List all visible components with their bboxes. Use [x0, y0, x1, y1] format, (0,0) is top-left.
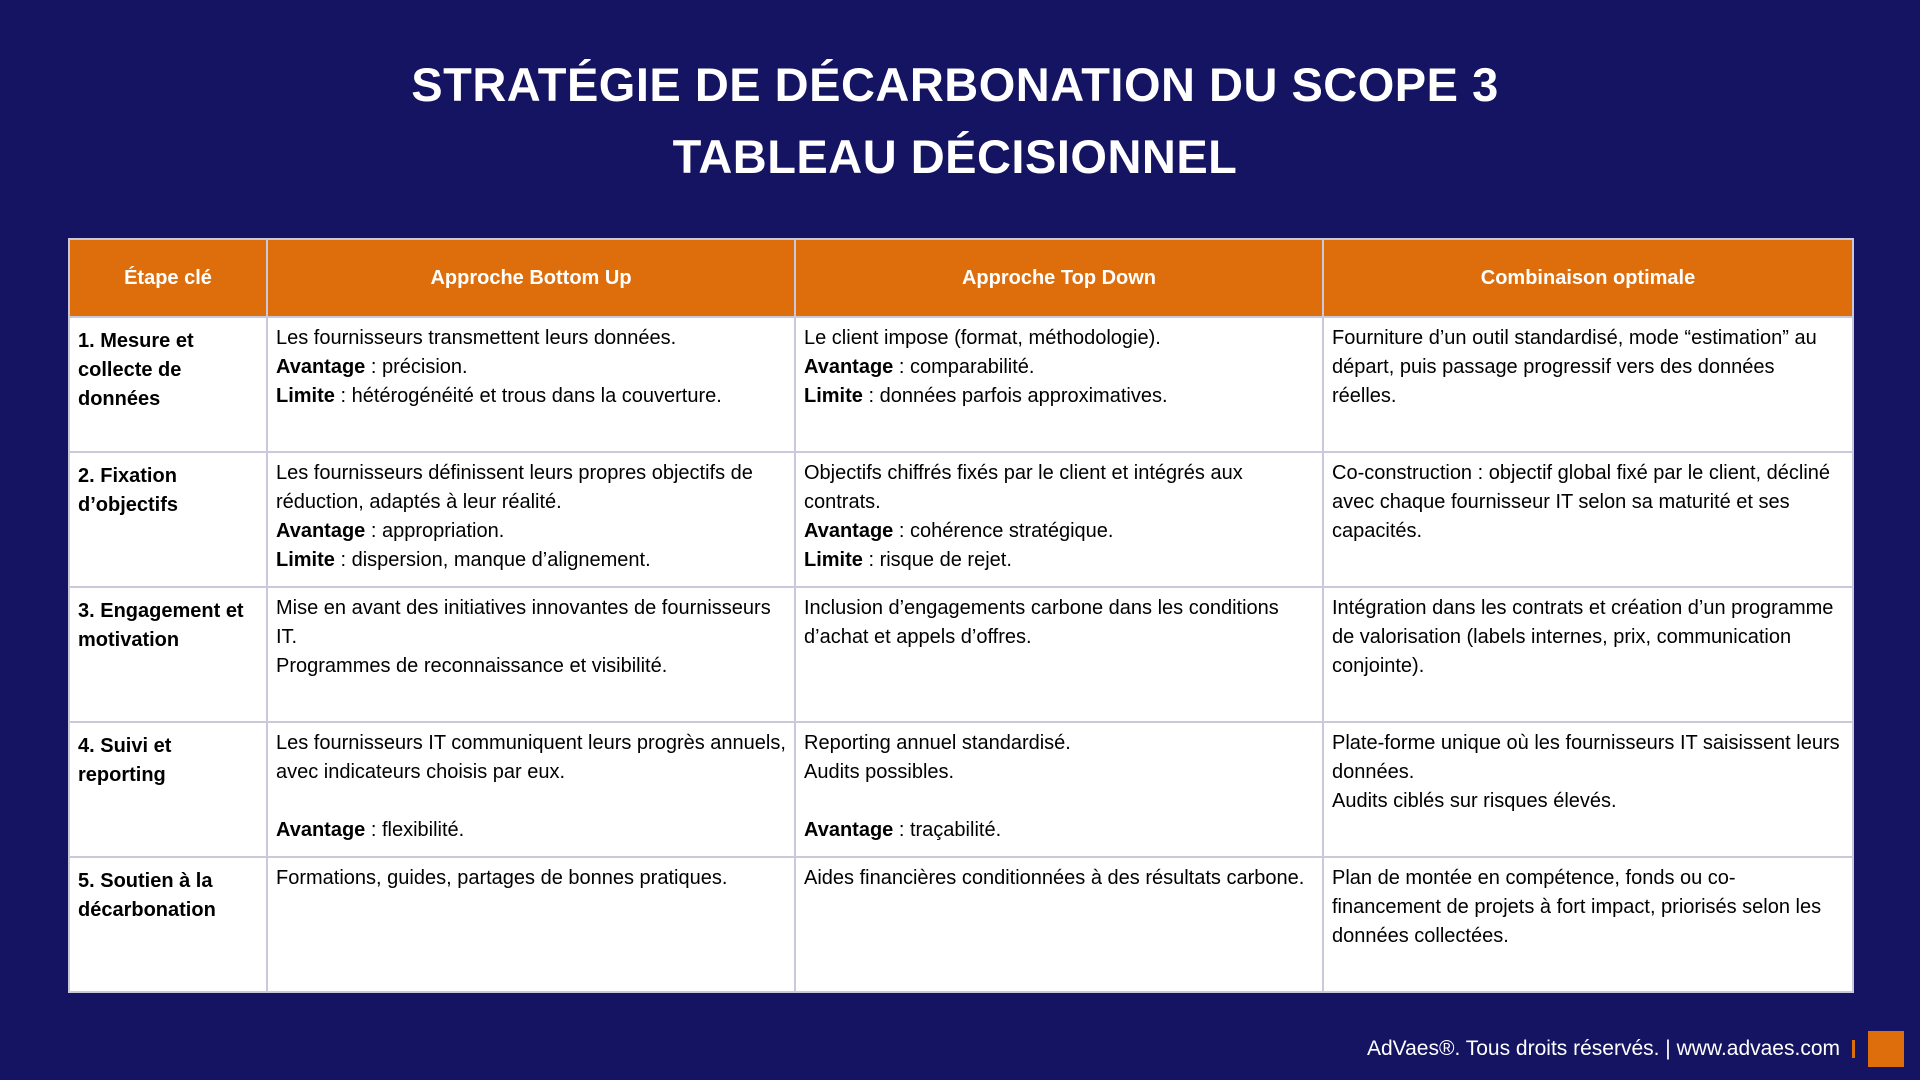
cell-combinaison	[1323, 317, 1853, 452]
cell-line-text: : flexibilité.	[365, 819, 465, 841]
cell-line	[804, 816, 1314, 845]
page-subtitle: TABLEAU DÉCISIONNEL	[672, 130, 1238, 183]
cell-line-text: Mise en avant des initiatives innovantes de fournisseurs IT.	[276, 597, 771, 648]
header-top-down: Approche Top Down	[795, 239, 1323, 317]
cell-line-text: Objectifs chiffrés fixés par le client et intégrés aux contrats.	[804, 462, 1243, 513]
page-title: STRATÉGIE DE DÉCARBONATION DU SCOPE 3	[411, 58, 1499, 111]
cell-line	[276, 729, 786, 787]
cell-line-text: Reporting annuel standardisé.	[804, 732, 1071, 754]
header-bottom-up: Approche Bottom Up	[267, 239, 795, 317]
cell-line	[804, 729, 1314, 758]
cell-etape: 3. Engagement et motivation	[69, 587, 267, 722]
cell-line	[804, 758, 1314, 787]
brand-square-icon	[1868, 1031, 1904, 1067]
cell-line-text: Fourniture d’un outil standardisé, mode “estimation” au départ, puis passage progressif vers des données réelles.	[1332, 327, 1817, 407]
cell-line	[276, 864, 786, 893]
table-row	[69, 722, 1853, 857]
table-header-row	[69, 239, 1853, 317]
table-row	[69, 317, 1853, 452]
cell-line	[276, 816, 786, 845]
cell-line-text: : données parfois approximatives.	[862, 385, 1168, 407]
cell-line-text: : comparabilité.	[893, 356, 1035, 378]
cell-line-text: Les fournisseurs IT communiquent leurs progrès annuels, avec indicateurs choisis par eux.	[276, 732, 786, 783]
cell-line-text: Audits possibles.	[804, 761, 955, 783]
cell-line-text: : précision.	[365, 356, 468, 378]
cell-line-text: Les fournisseurs définissent leurs propres objectifs de réduction, adaptés à leur réalité.	[276, 462, 753, 513]
cell-line-text: Le client impose (format, méthodologie).	[804, 327, 1161, 349]
cell-line	[804, 864, 1314, 893]
cell-line-label: Avantage	[804, 520, 894, 542]
cell-combinaison	[1323, 857, 1853, 992]
cell-line	[804, 324, 1314, 353]
header-combinaison: Combinaison optimale	[1323, 239, 1853, 317]
cell-top-down	[795, 857, 1323, 992]
cell-line-text: Inclusion d’engagements carbone dans les conditions d’achat et appels d’offres.	[804, 597, 1279, 648]
footer-divider	[1852, 1040, 1855, 1058]
cell-line-text: Co-construction : objectif global fixé par le client, décliné avec chaque fournisseur IT selon sa maturité et ses capacités.	[1332, 462, 1831, 542]
cell-line	[804, 353, 1314, 382]
cell-line-text: Plan de montée en compétence, fonds ou co-financement de projets à fort impact, priorisés selon les données collectées.	[1332, 867, 1822, 947]
cell-bottom-up	[267, 452, 795, 587]
cell-bottom-up	[267, 317, 795, 452]
cell-etape: 4. Suivi et reporting	[69, 722, 267, 857]
cell-line	[1332, 787, 1844, 816]
cell-line-label: Limite	[276, 549, 335, 571]
cell-line-label: Limite	[804, 549, 863, 571]
cell-line-label: Limite	[276, 385, 335, 407]
cell-top-down	[795, 317, 1323, 452]
cell-line-label: Avantage	[276, 819, 366, 841]
cell-bottom-up	[267, 722, 795, 857]
cell-etape: 2. Fixation d’objectifs	[69, 452, 267, 587]
cell-top-down	[795, 587, 1323, 722]
cell-line-text: Intégration dans les contrats et création d’un programme de valorisation (labels internes, prix, communication conjointe).	[1332, 597, 1834, 677]
cell-bottom-up	[267, 857, 795, 992]
cell-line	[804, 787, 1314, 816]
cell-line	[804, 459, 1314, 517]
cell-line-text: Audits ciblés sur risques élevés.	[1332, 790, 1617, 812]
table-row	[69, 452, 1853, 587]
cell-line	[804, 517, 1314, 546]
cell-top-down	[795, 722, 1323, 857]
cell-line	[1332, 729, 1844, 787]
table-row	[69, 857, 1853, 992]
cell-line	[276, 546, 786, 575]
cell-line-text: : dispersion, manque d’alignement.	[334, 549, 651, 571]
cell-line-text: Formations, guides, partages de bonnes pratiques.	[276, 867, 728, 889]
cell-combinaison	[1323, 722, 1853, 857]
cell-line-label: Avantage	[276, 356, 366, 378]
cell-line	[276, 594, 786, 652]
cell-line-text: Plate-forme unique où les fournisseurs IT saisissent leurs données.	[1332, 732, 1840, 783]
footer-copyright: AdVaes®. Tous droits réservés. | www.advaes.com	[1366, 1037, 1840, 1060]
cell-combinaison	[1323, 587, 1853, 722]
cell-line-text: : appropriation.	[365, 520, 505, 542]
cell-line-label: Limite	[804, 385, 863, 407]
cell-line	[804, 594, 1314, 652]
cell-line-label: Avantage	[804, 819, 894, 841]
cell-line	[1332, 864, 1844, 951]
cell-line-text: Les fournisseurs transmettent leurs données.	[276, 327, 677, 349]
cell-line-text: : cohérence stratégique.	[893, 520, 1114, 542]
cell-line-text: : traçabilité.	[893, 819, 1002, 841]
cell-line-label: Avantage	[804, 356, 894, 378]
decision-table	[68, 238, 1854, 993]
cell-line	[1332, 459, 1844, 546]
cell-top-down	[795, 452, 1323, 587]
cell-line	[276, 353, 786, 382]
cell-line-text: Aides financières conditionnées à des résultats carbone.	[804, 867, 1305, 889]
cell-line	[1332, 594, 1844, 681]
cell-line	[276, 652, 786, 681]
cell-line	[276, 459, 786, 517]
cell-line-label: Avantage	[276, 520, 366, 542]
cell-bottom-up	[267, 587, 795, 722]
cell-line-text: : hétérogénéité et trous dans la couverture.	[334, 385, 722, 407]
cell-line	[276, 517, 786, 546]
cell-line-text: Programmes de reconnaissance et visibilité.	[276, 655, 668, 677]
cell-combinaison	[1323, 452, 1853, 587]
cell-line	[804, 382, 1314, 411]
cell-etape: 5. Soutien à la décarbonation	[69, 857, 267, 992]
cell-etape: 1. Mesure et collecte de données	[69, 317, 267, 452]
cell-line	[276, 787, 786, 816]
cell-line	[1332, 324, 1844, 411]
cell-line	[804, 546, 1314, 575]
cell-line	[276, 382, 786, 411]
header-etape-cle: Étape clé	[69, 239, 267, 317]
cell-line-text: : risque de rejet.	[862, 549, 1012, 571]
table-row	[69, 587, 1853, 722]
cell-line	[276, 324, 786, 353]
